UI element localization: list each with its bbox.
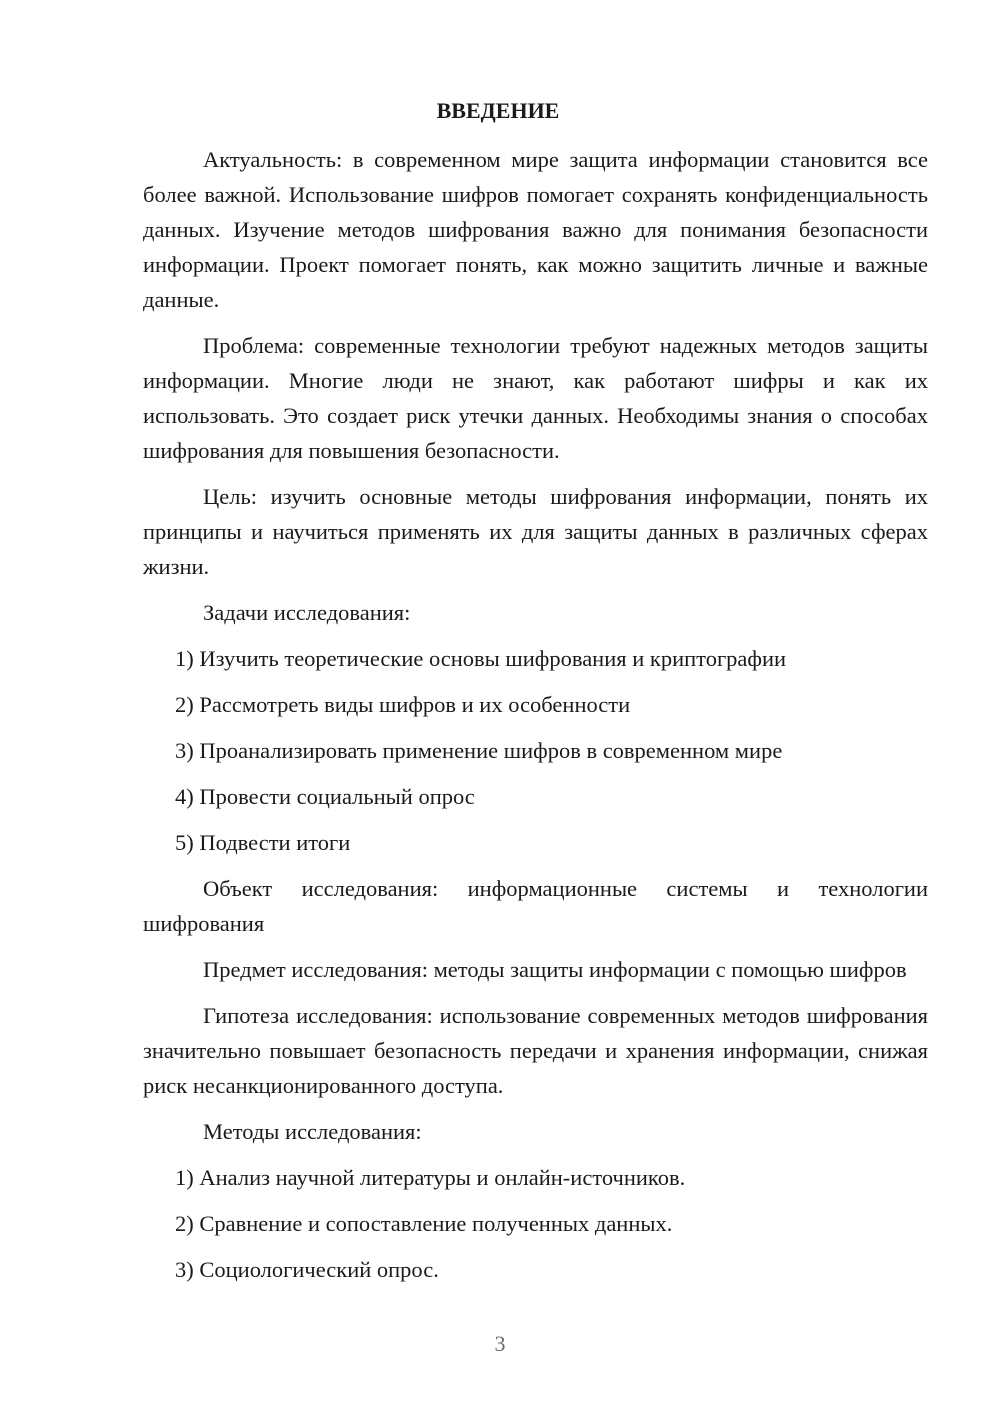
goal-paragraph: Цель: изучить основные методы шифрования информации, понять их принципы и научиться применять их для защиты данных в различных сферах жизни. bbox=[143, 484, 928, 579]
methods-heading: Методы исследования: bbox=[203, 1119, 422, 1144]
subject-paragraph: Предмет исследования: методы защиты информации с помощью шифров bbox=[203, 957, 907, 982]
task-item: 3) Проанализировать применение шифров в современном мире bbox=[175, 738, 783, 763]
method-item: 3) Социологический опрос. bbox=[175, 1257, 439, 1282]
method-item: 2) Сравнение и сопоставление полученных данных. bbox=[175, 1211, 673, 1236]
method-item: 1) Анализ научной литературы и онлайн-источников. bbox=[175, 1165, 686, 1190]
task-item: 2) Рассмотреть виды шифров и их особенности bbox=[175, 692, 631, 717]
task-item: 4) Провести социальный опрос bbox=[175, 784, 475, 809]
task-item: 5) Подвести итоги bbox=[175, 830, 351, 855]
page-number: 3 bbox=[494, 1331, 506, 1356]
task-item: 1) Изучить теоретические основы шифрования и криптографии bbox=[175, 646, 787, 671]
relevance-paragraph: Актуальность: в современном мире защита информации становится все более важной. Использование шифров помогает сохранять конфиденциальность данных. Изучение методов шифрования важно для понимания безопасности информации. Проект помогает понять, как можно защитить личные и важные данные. bbox=[143, 147, 928, 312]
hypothesis-paragraph: Гипотеза исследования: использование современных методов шифрования значительно повышает безопасность передачи и хранения информации, снижая риск несанкционированного доступа. bbox=[143, 1003, 928, 1098]
object-paragraph: Объект исследования: информационные системы и технологии шифрования bbox=[143, 876, 928, 936]
page-title: ВВЕДЕНИЕ bbox=[436, 98, 560, 123]
problem-paragraph: Проблема: современные технологии требуют надежных методов защиты информации. Многие люди не знают, как работают шифры и как их использовать. Это создает риск утечки данных. Необходимы знания о способах шифрования для повышения безопасности. bbox=[143, 333, 928, 463]
tasks-heading: Задачи исследования: bbox=[203, 600, 411, 625]
document-body bbox=[143, 142, 928, 1298]
